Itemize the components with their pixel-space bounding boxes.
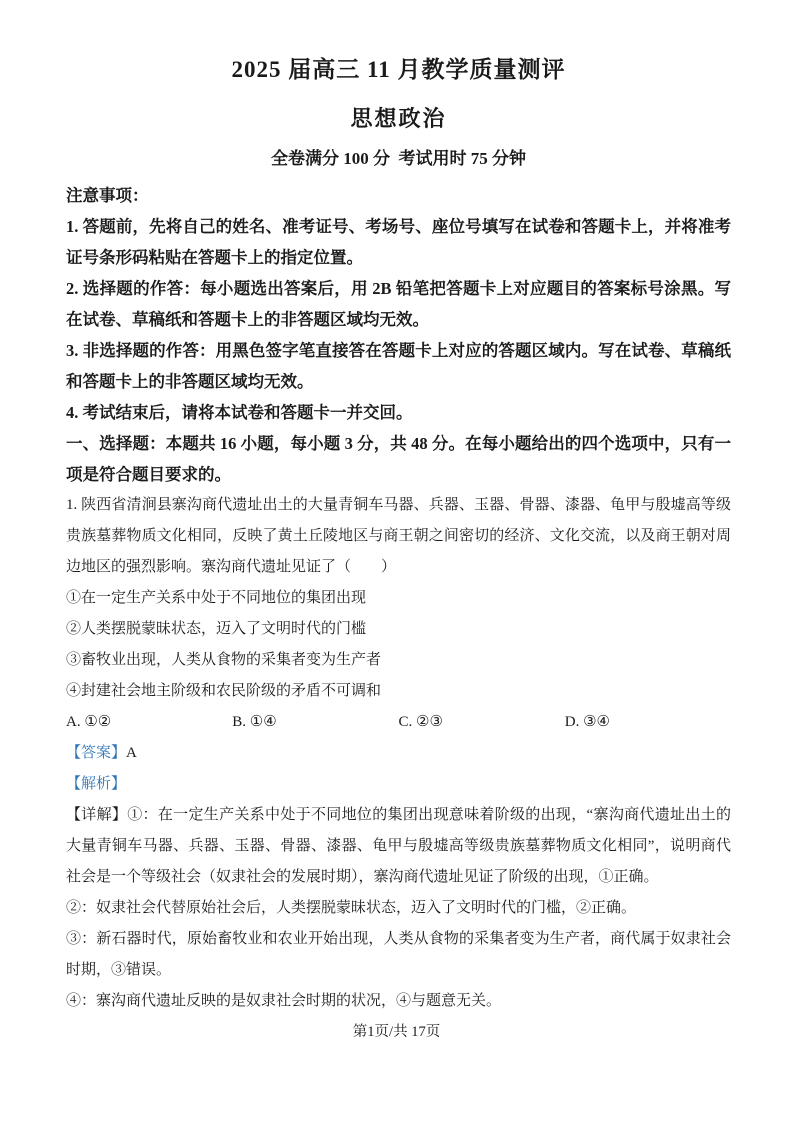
page-number: 第1页/共 17页 xyxy=(352,1024,441,1040)
answer-label: 【答案】 xyxy=(66,745,127,761)
question-stem: 1. 陕西省清涧县寨沟商代遗址出土的大量青铜车马器、兵器、玉器、骨器、漆器、龟甲与殷墟高等级贵族墓葬物质文化相同，反映了黄土丘陵地区与商王朝之间密切的经济、文化交流，以及商王朝对周边地区的强烈影响。寨沟商代遗址见证了（ ） xyxy=(66,497,731,575)
choice-b: B. ①④ xyxy=(232,714,277,730)
choice-a: A. ①② xyxy=(66,714,112,730)
section-heading: 一、选择题：本题共 16 小题，每小题 3 分，共 48 分。在每小题给出的四个选项中，只有一项是符合题目要求的。 xyxy=(66,434,731,484)
notice-item-4: 4. 考试结束后，请将本试卷和答题卡一并交回。 xyxy=(66,403,413,422)
notices-heading: 注意事项： xyxy=(66,186,149,205)
choices-row xyxy=(66,707,731,738)
notice-item-3: 3. 非选择题的作答：用黑色签字笔直接答在答题卡上对应的答题区域内。写在试卷、草稿纸和答题卡上的非答题区域均无效。 xyxy=(66,341,731,391)
detail-text-1: ①：在一定生产关系中处于不同地位的集团出现意味着阶级的出现，“寨沟商代遗址出土的大量青铜车马器、兵器、玉器、骨器、漆器、龟甲与殷墟高等级贵族墓葬物质文化相同”，说明商代社会是一个等级社会（奴隶社会的发展时期），寨沟商代遗址见证了阶级的出现，①正确。 xyxy=(66,807,731,885)
question-1 xyxy=(66,490,731,1017)
statement-2: ②人类摆脱蒙昧状态，迈入了文明时代的门槛 xyxy=(66,621,367,637)
subject-title: 思想政治 xyxy=(350,106,447,131)
detail-paragraph-4: ④：寨沟商代遗址反映的是奴隶社会时期的状况，④与题意无关。 xyxy=(66,993,502,1009)
exam-info: 全卷满分 100 分 考试用时 75 分钟 xyxy=(271,149,526,168)
analysis-label: 【解析】 xyxy=(66,776,127,792)
analysis-line xyxy=(66,769,731,800)
statement-1: ①在一定生产关系中处于不同地位的集团出现 xyxy=(66,590,367,606)
detail-paragraph-1 xyxy=(66,800,731,893)
notices-section xyxy=(66,180,731,428)
answer-value: A xyxy=(126,745,137,761)
statement-4: ④封建社会地主阶级和农民阶级的矛盾不可调和 xyxy=(66,683,382,699)
choice-d: D. ③④ xyxy=(564,714,610,730)
detail-paragraph-3: ③：新石器时代，原始畜牧业和农业开始出现，人类从食物的采集者变为生产者，商代属于奴隶社会时期，③错误。 xyxy=(66,931,731,978)
statement-3: ③畜牧业出现，人类从食物的采集者变为生产者 xyxy=(66,652,382,668)
notice-item-1: 1. 答题前，先将自己的姓名、准考证号、考场号、座位号填写在试卷和答题卡上，并将准考证号条形码粘贴在答题卡上的指定位置。 xyxy=(66,217,731,267)
answer-line xyxy=(66,738,731,769)
notice-item-2: 2. 选择题的作答：每小题选出答案后，用 2B 铅笔把答题卡上对应题目的答案标号涂黑。写在试卷、草稿纸和答题卡上的非答题区域均无效。 xyxy=(66,279,731,329)
detail-paragraph-2: ②：奴隶社会代替原始社会后，人类摆脱蒙昧状态，迈入了文明时代的门槛，②正确。 xyxy=(66,900,637,916)
page-title: 2025 届高三 11 月教学质量测评 xyxy=(231,57,566,82)
detail-label: 【详解】 xyxy=(66,807,128,823)
choice-c: C. ②③ xyxy=(398,714,443,730)
